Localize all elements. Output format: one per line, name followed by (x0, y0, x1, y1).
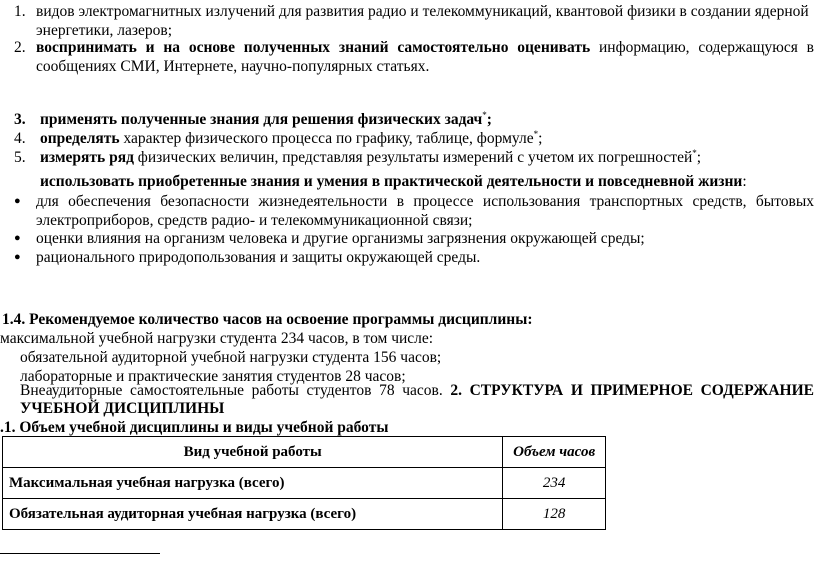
bullet-item-text: электроприборов, средств радио- и телекоммуникационной связи; (36, 212, 473, 229)
list-item-rest: характер физического процесса по графику, таблице, формуле (119, 130, 534, 147)
list-item-text (36, 38, 814, 57)
list-item-rest: физических величин, представляя результаты измерений с учетом их погрешностей (133, 149, 693, 166)
paragraph-line: лабораторные и практические занятия студентов 28 часов; (20, 368, 406, 385)
bullet-icon: ● (14, 251, 21, 263)
emphasis: определять (40, 130, 120, 147)
list-number: 3. (14, 111, 26, 128)
footnote-divider (0, 553, 160, 554)
table-cell-label: Обязательная аудиторная учебная нагрузка (всего) (3, 499, 503, 530)
punct: ; (696, 149, 702, 166)
list-item-text (40, 129, 542, 148)
table-cell-label: Максимальная учебная нагрузка (всего) (3, 468, 503, 499)
table-header-cell: Объем часов (503, 437, 606, 468)
emphasis: применять полученные знания для решения физических задач (40, 111, 483, 128)
list-item-text: сообщениях СМИ, Интернете, научно-популярных статьях. (36, 58, 430, 75)
list-item-text: энергетики, лазеров; (36, 22, 172, 39)
table-row (3, 499, 606, 530)
paragraph-plain: Внеаудиторные самостоятельные работы студентов 78 часов. (20, 382, 443, 399)
table-cell-value: 128 (503, 499, 606, 530)
list-number: 1. (14, 3, 26, 20)
table-header-cell: Вид учебной работы (3, 437, 503, 468)
list-number: 2. (14, 39, 26, 56)
list-item-rest: информацию, содержащуюся в (590, 39, 815, 56)
bullet-icon: ● (14, 232, 21, 244)
paragraph-line: обязательной аудиторной учебной нагрузки студента 156 часов; (20, 349, 442, 366)
list-item-text (40, 110, 492, 129)
bullet-item-text: для обеспечения безопасности жизнедеятельности в процессе использования транспортных средств, бытовых (36, 193, 814, 210)
bullet-item-text: рационального природопользования и защиты окружающей среды. (36, 249, 481, 266)
punct: ; (538, 130, 543, 147)
workload-table (2, 436, 606, 530)
table-row (3, 468, 606, 499)
punct: : (742, 173, 747, 190)
footnote-mark: * (533, 128, 539, 139)
use-heading (40, 172, 747, 191)
section-heading: 2. СТРУКТУРА И ПРИМЕРНОЕ СОДЕРЖАНИЕ (442, 382, 814, 399)
footnote-mark: * (692, 147, 697, 158)
punct: ; (486, 111, 492, 128)
emphasis: воспринимать и на основе полученных знаний самостоятельно оценивать (36, 39, 591, 56)
subsection-title: .1. Объем учебной дисциплины и виды учебной работы (0, 419, 389, 436)
emphasis: измерять ряд (40, 149, 134, 166)
list-number: 4. (14, 130, 26, 147)
emphasis: использовать приобретенные знания и умения в практической деятельности и повседневной жизни (40, 173, 743, 190)
bullet-icon: ● (14, 195, 21, 207)
table-header-row (3, 437, 606, 468)
table-cell-value: 234 (503, 468, 606, 499)
list-item-text (40, 148, 701, 167)
footnote-mark: * (482, 109, 487, 120)
list-number: 5. (14, 149, 26, 166)
paragraph-line (20, 381, 814, 400)
section-title: 1.4. Рекомендуемое количество часов на освоение программы дисциплины: (2, 311, 533, 328)
section-heading: УЧЕБНОЙ ДИСЦИПЛИНЫ (20, 400, 225, 417)
bullet-item-text: оценки влияния на организм человека и другие организмы загрязнения окружающей среды; (36, 230, 645, 247)
paragraph-line: максимальной учебной нагрузки студента 234 часов, в том числе: (0, 330, 434, 347)
list-item-text: видов электромагнитных излучений для развития радио и телекоммуникаций, квантовой физики в создании ядерной (36, 3, 809, 20)
